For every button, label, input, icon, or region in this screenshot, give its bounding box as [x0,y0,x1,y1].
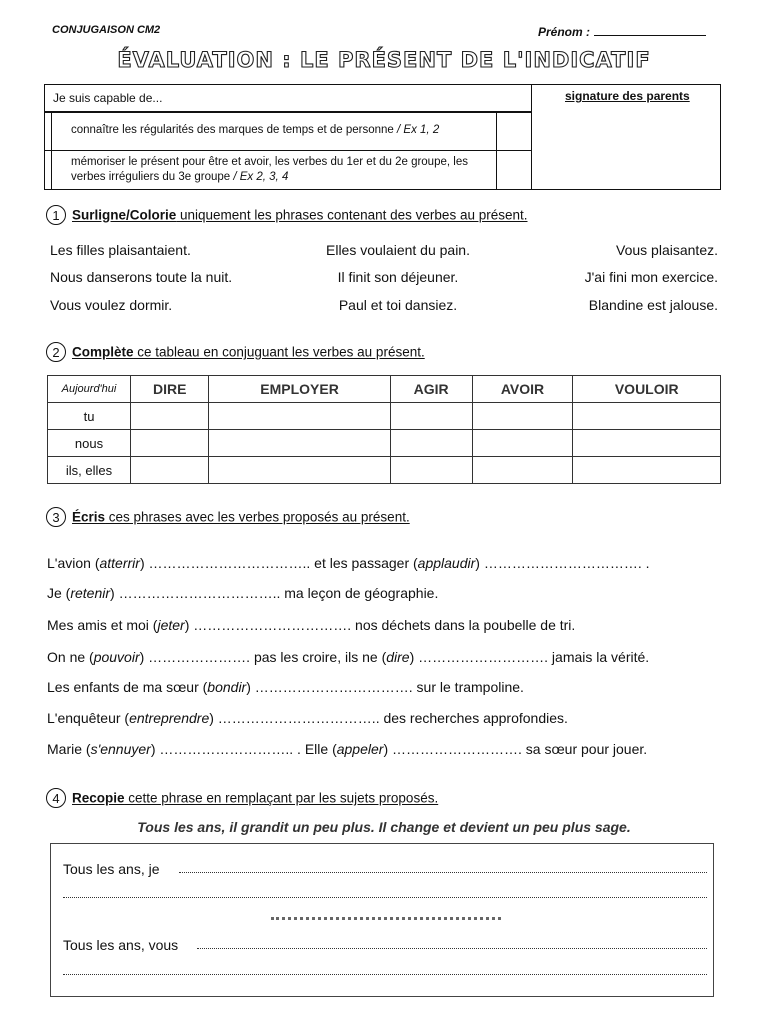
prenom-blank[interactable] [594,24,706,36]
objective-checkbox[interactable] [496,112,497,150]
verb-header: VOULOIR [573,376,721,403]
fill-in-sentence[interactable]: Je (retenir) …………………………….. ma leçon de géographie. [47,585,439,601]
sentence-option[interactable]: Elles voulaient du pain. [326,242,470,258]
objectives-table [44,84,721,190]
sentence-option[interactable]: Nous danserons toute la nuit. [50,269,233,285]
page-title: ÉVALUATION : LE PRÉSENT DE L'INDICATIF [117,48,651,72]
answer-cell[interactable] [209,403,390,430]
writing-line[interactable] [63,897,707,898]
sentence-option[interactable]: Vous voulez dormir. [50,297,173,313]
sentence-option[interactable]: Vous plaisantez. [616,242,718,258]
sentence-option[interactable]: Il finit son déjeuner. [337,269,459,285]
answer-cell[interactable] [472,457,573,484]
writing-line[interactable] [197,948,707,949]
answer-cell[interactable] [573,457,721,484]
answer-cell[interactable] [131,430,209,457]
answer-cell[interactable] [209,457,390,484]
answer-cell[interactable] [573,430,721,457]
rewrite-frame [50,843,714,997]
table-corner-header: Aujourd'hui [48,376,131,403]
conjugation-table [47,375,721,484]
table-row [48,430,721,457]
subject-label: CONJUGAISON CM2 [52,24,161,36]
writing-line[interactable] [63,974,707,975]
answer-cell[interactable] [573,403,721,430]
objective-checkbox[interactable] [496,151,497,189]
prenom-field[interactable] [538,24,706,39]
exercise-4-heading [46,788,438,808]
signature-label: signature des parents [565,89,690,103]
fill-in-sentence[interactable]: On ne (pouvoir) …………………. pas les croire, ils ne (dire) ………………………. jamais la vérité. [47,649,650,665]
exercise-number: 1 [46,205,66,225]
answer-cell[interactable] [131,403,209,430]
answer-cell[interactable] [472,430,573,457]
sentence-option[interactable]: Blandine est jalouse. [588,297,718,313]
verb-header: AGIR [390,376,472,403]
exercise-1-heading [46,205,528,225]
fill-in-sentence[interactable]: Marie (s'ennuyer) ……………………….. . Elle (appeler) ………………………. sa sœur pour jouer. [47,741,648,757]
answer-cell[interactable] [472,403,573,430]
table-row [48,403,721,430]
exercise-number: 3 [46,507,66,527]
answer-cell[interactable] [390,403,472,430]
sentence-option[interactable]: Les filles plaisantaient. [50,242,191,258]
fill-in-sentence[interactable]: Mes amis et moi (jeter) ……………………………. nos déchets dans la poubelle de tri. [47,617,576,633]
objective-text: mémoriser le présent pour être et avoir, les verbes du 1er et du 2e groupe, les verbes irréguliers du 3e groupe / Ex 2, 3, 4 [71,156,468,183]
sentence-option[interactable]: J'ai fini mon exercice. [584,269,718,285]
fill-in-sentence[interactable]: L'avion (atterrir) …………………………….. et les passager (applaudir) ……………………………. . [47,555,650,571]
column-divider [531,85,532,189]
exercise-number: 2 [46,342,66,362]
objective-row [45,151,531,189]
pronoun-cell: nous [48,430,131,457]
pronoun-cell: ils, elles [48,457,131,484]
exercise-2-heading [46,342,425,362]
verb-header: AVOIR [472,376,573,403]
prenom-label: Prénom : [538,25,591,39]
writing-line[interactable] [179,872,707,873]
exercise-instruction: Surligne/Colorie uniquement les phrases contenant des verbes au présent. [72,207,528,223]
objective-row [45,112,531,151]
verb-header: DIRE [131,376,209,403]
objective-text: connaître les régularités des marques de temps et de personne / Ex 1, 2 [71,124,440,136]
rewrite-prompt: Tous les ans, vous [63,937,179,953]
fill-in-sentence[interactable]: Les enfants de ma sœur (bondir) ……………………………. sur le trampoline. [47,679,524,695]
answer-cell[interactable] [131,457,209,484]
objectives-header-row [45,85,531,113]
answer-cell[interactable] [209,430,390,457]
answer-cell[interactable] [390,457,472,484]
exercise-instruction: Recopie cette phrase en remplaçant par les sujets proposés. [72,790,439,806]
rewrite-prompt: Tous les ans, je [63,861,160,877]
objectives-header: Je suis capable de... [53,91,163,105]
fill-in-sentence[interactable]: L'enquêteur (entreprendre) …………………………….. des recherches approfondies. [47,710,568,726]
table-row [48,457,721,484]
answer-cell[interactable] [390,430,472,457]
verb-header: EMPLOYER [209,376,390,403]
sentence-option[interactable]: Paul et toi dansiez. [338,297,458,313]
exercise-instruction: Complète ce tableau en conjuguant les verbes au présent. [72,344,425,360]
model-sentence: Tous les ans, il grandit un peu plus. Il change et devient un peu plus sage. [137,819,631,835]
pronoun-cell: tu [48,403,131,430]
separator-dots [271,917,501,920]
exercise-instruction: Écris ces phrases avec les verbes proposés au présent. [72,509,410,525]
exercise-3-heading [46,507,410,527]
exercise-number: 4 [46,788,66,808]
